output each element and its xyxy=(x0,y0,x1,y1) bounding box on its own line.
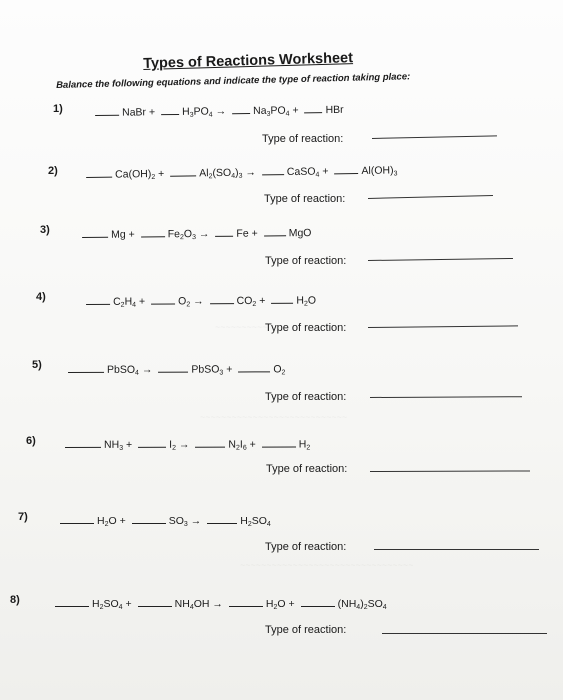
formula-text: + xyxy=(223,363,233,376)
coefficient-blank[interactable] xyxy=(86,167,112,178)
chemical-term xyxy=(287,165,329,178)
subscript: 6 xyxy=(242,444,247,452)
chemical-term xyxy=(168,228,210,240)
formula-text: MgO xyxy=(288,227,312,240)
subscript: 4 xyxy=(285,110,290,118)
chemical-term xyxy=(92,598,132,610)
subscript: 4 xyxy=(118,604,123,611)
subscript: 3 xyxy=(393,170,398,178)
subscript: 3 xyxy=(266,110,271,118)
formula-text: H xyxy=(92,598,100,610)
subscript: 2 xyxy=(247,521,252,528)
equation-row xyxy=(65,436,316,451)
subscript: 3 xyxy=(219,369,224,377)
type-of-reaction-label: Type of reaction: xyxy=(265,255,347,267)
formula-text: Na xyxy=(252,104,267,118)
formula-text: Ca(OH) xyxy=(115,168,152,181)
coefficient-blank[interactable] xyxy=(82,227,108,238)
formula-text: O xyxy=(307,294,317,307)
subscript: 2 xyxy=(179,234,184,242)
formula-text: O + xyxy=(277,598,295,610)
coefficient-blank[interactable] xyxy=(60,513,94,524)
formula-text: + xyxy=(256,294,266,307)
formula-text: O xyxy=(183,228,193,241)
formula-text: I xyxy=(239,438,243,451)
worksheet-instructions: Balance the following equations and indicate the type of reaction taking place: xyxy=(56,71,411,91)
formula-text: H xyxy=(182,105,190,118)
formula-text: O xyxy=(273,363,282,376)
formula-text: C xyxy=(113,295,121,308)
formula-text: Mg + xyxy=(111,228,135,241)
subscript: 2 xyxy=(281,369,286,377)
problem-number: 4) xyxy=(36,291,46,303)
subscript: 2 xyxy=(236,444,240,452)
chemical-term xyxy=(289,227,312,239)
problem-number: 2) xyxy=(48,165,58,177)
chemical-term xyxy=(104,439,132,451)
formula-text: ) xyxy=(360,598,364,610)
subscript: 4 xyxy=(315,171,320,179)
coefficient-blank[interactable] xyxy=(138,437,166,448)
subscript: 3 xyxy=(119,444,124,452)
formula-text: NH xyxy=(104,438,120,451)
coefficient-blank[interactable] xyxy=(304,102,322,113)
coefficient-blank[interactable] xyxy=(229,596,263,607)
coefficient-blank[interactable] xyxy=(195,437,225,448)
formula-text: CO xyxy=(236,294,253,308)
formula-text: SO xyxy=(251,515,267,527)
subscript: 3 xyxy=(238,172,243,180)
subscript: 4 xyxy=(231,172,236,180)
subscript: 2 xyxy=(306,444,311,452)
subscript: 4 xyxy=(135,369,139,377)
coefficient-blank[interactable] xyxy=(161,104,179,115)
formula-text: Al(OH) xyxy=(361,164,394,177)
formula-text: + xyxy=(136,295,146,308)
chemical-term xyxy=(191,363,232,375)
subscript: 2 xyxy=(363,604,368,611)
coefficient-blank[interactable] xyxy=(238,361,270,372)
formula-text: NH xyxy=(174,598,190,610)
formula-text: O + xyxy=(108,515,126,527)
subscript: 4 xyxy=(208,111,213,119)
type-of-reaction-label: Type of reaction: xyxy=(266,463,348,475)
formula-text: SO xyxy=(367,598,383,610)
coefficient-blank[interactable] xyxy=(215,226,233,237)
problem-number: 5) xyxy=(32,359,42,371)
chemical-term xyxy=(169,439,189,451)
reaction-type-answer-line[interactable] xyxy=(370,396,522,398)
coefficient-blank[interactable] xyxy=(65,437,101,448)
subscript: 2 xyxy=(208,173,213,181)
formula-text: H xyxy=(124,295,133,308)
subscript: 3 xyxy=(192,234,197,242)
chemical-term xyxy=(299,438,311,450)
show-through-text: ~~~~~~~~~~ xyxy=(215,322,268,332)
equation-row xyxy=(86,162,404,181)
formula-text: + xyxy=(289,104,299,117)
coefficient-blank[interactable] xyxy=(55,596,89,607)
reaction-type-answer-line[interactable] xyxy=(368,195,493,199)
formula-text: H xyxy=(296,294,304,307)
type-of-reaction-label: Type of reaction: xyxy=(262,133,344,145)
show-through-text: ~~~~~~~~~~~~~~~~~~~~~~~~~~~~~~~~~ xyxy=(240,560,414,570)
coefficient-blank[interactable] xyxy=(158,362,188,373)
coefficient-blank[interactable] xyxy=(151,293,175,304)
formula-text: → xyxy=(175,438,190,451)
coefficient-blank[interactable] xyxy=(271,293,293,304)
chemical-term xyxy=(115,168,164,181)
subscript: 2 xyxy=(99,604,104,611)
coefficient-blank[interactable] xyxy=(138,596,172,607)
formula-text: H xyxy=(298,438,307,451)
chemical-term xyxy=(325,104,343,116)
chemical-term xyxy=(199,167,256,180)
chemical-term xyxy=(169,515,202,527)
chemical-term xyxy=(273,363,285,375)
formula-text: O xyxy=(178,295,187,308)
reaction-type-answer-line[interactable] xyxy=(368,325,518,328)
formula-text: H xyxy=(240,515,248,527)
coefficient-blank[interactable] xyxy=(232,103,250,114)
coefficient-blank[interactable] xyxy=(301,596,335,607)
coefficient-blank[interactable] xyxy=(210,293,234,304)
coefficient-blank[interactable] xyxy=(132,513,166,524)
formula-text: PO xyxy=(193,105,209,118)
formula-text: PbSO xyxy=(107,363,136,376)
type-of-reaction-label: Type of reaction: xyxy=(265,624,347,636)
chemical-term xyxy=(236,228,257,240)
chemical-term xyxy=(182,105,226,118)
chemical-term xyxy=(178,295,204,307)
formula-text: + xyxy=(123,438,133,451)
formula-text: + xyxy=(122,598,132,610)
formula-text: → xyxy=(190,295,204,308)
subscript: 4 xyxy=(382,604,387,611)
chemical-term xyxy=(175,598,223,610)
formula-text: N xyxy=(228,438,237,451)
chemical-term xyxy=(338,598,387,610)
chemical-term xyxy=(361,164,397,177)
formula-text: H xyxy=(265,598,274,610)
formula-text: + xyxy=(246,438,256,451)
formula-text: Al xyxy=(199,167,209,180)
problem-number: 7) xyxy=(18,511,28,523)
formula-text: → xyxy=(187,515,202,527)
chemical-term xyxy=(228,439,255,451)
coefficient-blank[interactable] xyxy=(170,165,196,176)
subscript: 2 xyxy=(303,300,308,308)
subscript: 4 xyxy=(266,521,271,528)
equation-row xyxy=(86,293,322,308)
chemical-term xyxy=(113,296,145,308)
type-of-reaction-label: Type of reaction: xyxy=(264,193,346,205)
problem-number: 6) xyxy=(26,435,36,447)
problem-number: 1) xyxy=(53,103,63,115)
reaction-type-answer-line[interactable] xyxy=(372,135,497,139)
equation-row xyxy=(82,225,317,241)
coefficient-blank[interactable] xyxy=(262,164,284,175)
formula-text: → xyxy=(242,166,256,179)
equation-row xyxy=(60,513,277,527)
coefficient-blank[interactable] xyxy=(95,105,119,116)
formula-text: HBr xyxy=(325,103,344,117)
coefficient-blank[interactable] xyxy=(262,437,296,448)
equation-row xyxy=(55,596,393,610)
coefficient-blank[interactable] xyxy=(86,294,110,305)
chemical-term xyxy=(253,104,299,117)
subscript: 2 xyxy=(151,173,156,182)
formula-text: OH → xyxy=(193,598,223,610)
formula-text: + xyxy=(319,165,329,178)
formula-text: SO xyxy=(103,598,119,610)
subscript: 2 xyxy=(273,604,278,611)
chemical-term xyxy=(266,598,295,610)
formula-text: → xyxy=(195,227,210,241)
formula-text: I xyxy=(169,438,173,451)
subscript: 2 xyxy=(172,444,176,452)
chemical-term xyxy=(237,295,266,307)
coefficient-blank[interactable] xyxy=(207,513,237,524)
reaction-type-answer-line[interactable] xyxy=(368,258,513,261)
coefficient-blank[interactable] xyxy=(68,362,104,373)
subscript: 2 xyxy=(252,300,257,308)
subscript: 4 xyxy=(189,604,194,611)
chemical-term xyxy=(240,515,271,527)
equation-row xyxy=(68,361,291,376)
formula-text: → xyxy=(212,105,227,118)
chemical-term xyxy=(111,229,135,241)
formula-text: ) xyxy=(234,166,239,179)
formula-text: CaSO xyxy=(286,165,316,179)
formula-text: NaBr + xyxy=(122,106,156,119)
chemical-term xyxy=(107,364,152,376)
subscript: 4 xyxy=(132,301,137,309)
formula-text: (NH xyxy=(337,598,357,610)
subscript: 2 xyxy=(186,301,191,309)
formula-text: Fe + xyxy=(236,227,258,240)
formula-text: PO xyxy=(270,104,286,117)
problem-number: 3) xyxy=(40,224,50,236)
subscript: 3 xyxy=(189,111,194,119)
formula-text: → xyxy=(138,363,153,376)
formula-text: + xyxy=(155,167,165,180)
subscript: 4 xyxy=(356,604,361,611)
type-of-reaction-label: Type of reaction: xyxy=(265,322,347,334)
chemical-term xyxy=(296,295,316,307)
formula-text: Fe xyxy=(167,228,181,241)
show-through-text: ~~~~~~~~~~~~~~~~~~~~~~~~~~~~ xyxy=(200,412,348,422)
worksheet-title: Types of Reactions Worksheet xyxy=(143,50,354,72)
subscript: 2 xyxy=(120,301,125,309)
coefficient-blank[interactable] xyxy=(334,163,358,174)
formula-text: (SO xyxy=(212,166,232,180)
reaction-type-answer-line[interactable] xyxy=(374,549,539,550)
subscript: 3 xyxy=(183,521,188,528)
chemical-term xyxy=(97,515,126,527)
formula-text: H xyxy=(97,515,105,527)
problem-number: 8) xyxy=(10,594,20,606)
formula-text: PbSO xyxy=(191,363,220,376)
formula-text: SO xyxy=(168,515,184,527)
reaction-type-answer-line[interactable] xyxy=(382,633,547,634)
type-of-reaction-label: Type of reaction: xyxy=(265,541,347,553)
coefficient-blank[interactable] xyxy=(264,225,286,236)
type-of-reaction-label: Type of reaction: xyxy=(265,391,347,403)
subscript: 2 xyxy=(104,521,109,528)
equation-row xyxy=(95,102,350,119)
reaction-type-answer-line[interactable] xyxy=(370,470,530,472)
chemical-term xyxy=(122,106,155,118)
coefficient-blank[interactable] xyxy=(141,226,165,237)
